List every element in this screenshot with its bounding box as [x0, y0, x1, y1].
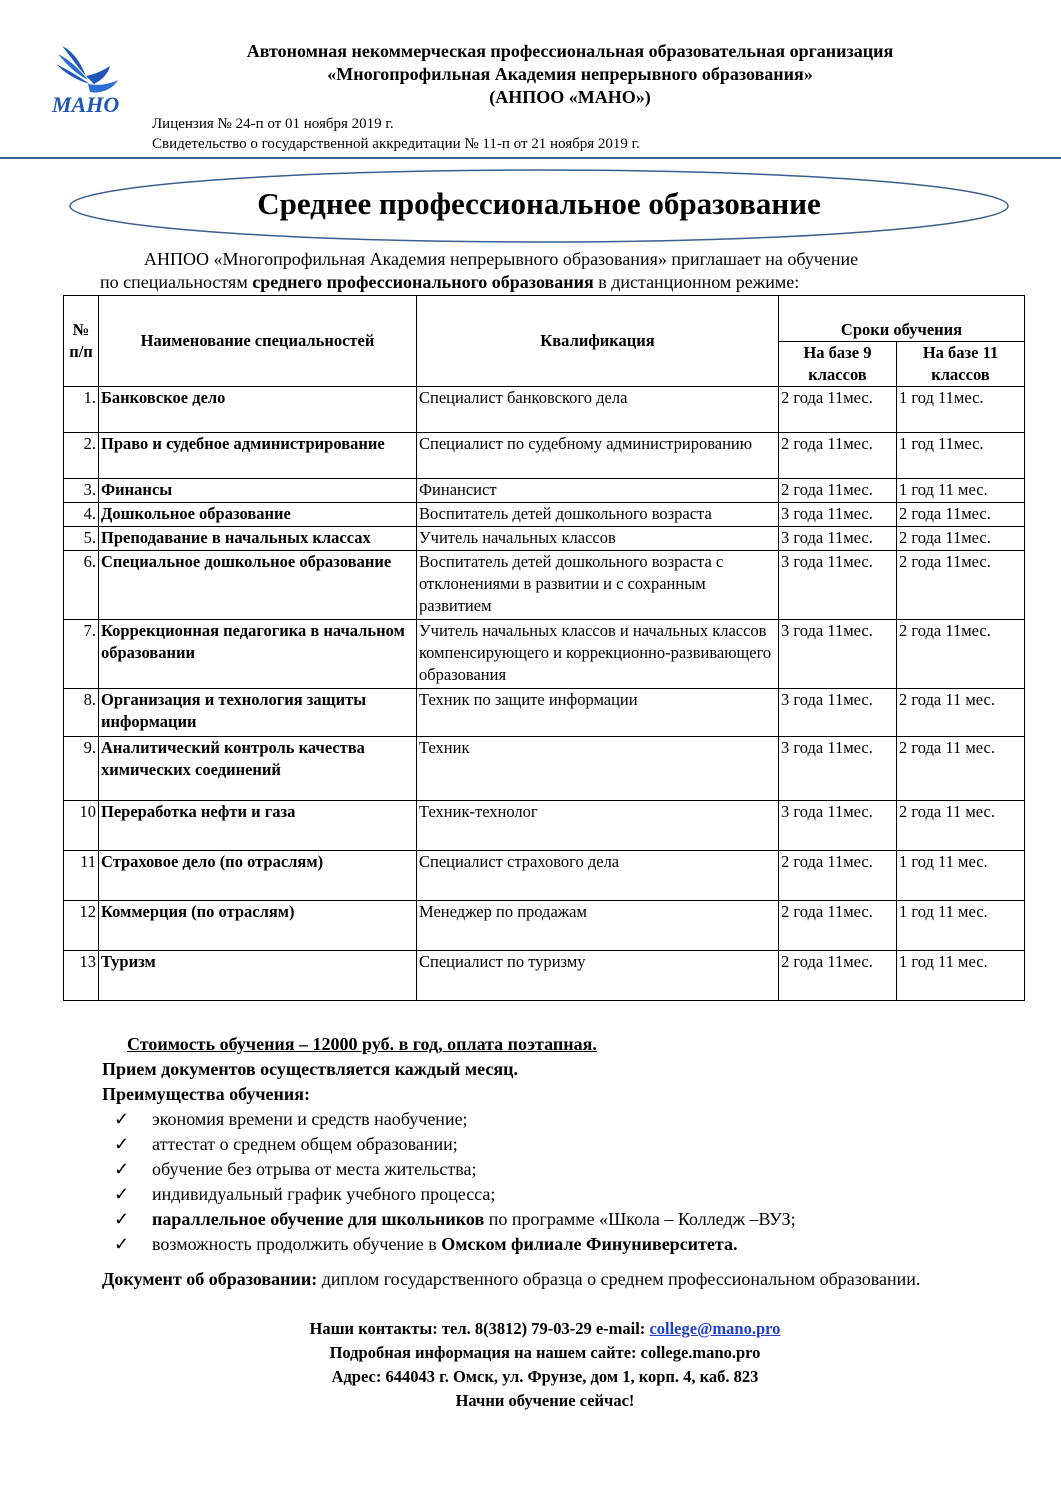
term-base9: 2 года 11мес.	[779, 951, 897, 1001]
org-name-line2: «Многопрофильная Академия непрерывного образования»	[327, 64, 813, 84]
qualification: Специалист по судебному администрированию	[417, 433, 779, 479]
qualification: Воспитатель детей дошкольного возраста с отклонениями в развитии и с сохранным развитием	[417, 551, 779, 620]
col-header-name: Наименование специальностей	[99, 296, 417, 387]
term-base9: 2 года 11мес.	[779, 433, 897, 479]
advantage-item	[110, 1157, 796, 1182]
advantage-item	[110, 1207, 796, 1232]
specialty-name: Страховое дело (по отраслям)	[99, 851, 417, 901]
row-number: 4.	[64, 503, 99, 527]
col-header-terms: Сроки обучения	[779, 296, 1025, 342]
table-row	[64, 689, 1025, 737]
intro-line2-bold: среднего профессионального образования	[252, 272, 594, 292]
advantage-text: индивидуальный график учебного процесса;	[152, 1184, 496, 1204]
specialty-name: Преподавание в начальных классах	[99, 527, 417, 551]
checkmark-icon: ✓	[114, 1134, 130, 1154]
term-base9: 2 года 11мес.	[779, 387, 897, 433]
col-header-base11: На базе 11 классов	[897, 342, 1025, 387]
tuition-cost: Стоимость обучения – 12000 руб. в год, оплата поэтапная.	[127, 1034, 597, 1054]
term-base11: 2 года 11 мес.	[897, 801, 1025, 851]
term-base9: 2 года 11мес.	[779, 479, 897, 503]
specialty-name: Специальное дошкольное образование	[99, 551, 417, 620]
col-header-qualification: Квалификация	[417, 296, 779, 387]
qualification: Финансист	[417, 479, 779, 503]
table-row	[64, 851, 1025, 901]
intro-line2-end: в дистанционном режиме:	[593, 272, 800, 292]
org-name-line3: (АНПОО «МАНО»)	[489, 87, 651, 107]
education-document	[102, 1267, 982, 1292]
col-header-base9: На базе 9 классов	[779, 342, 897, 387]
advantages-list	[110, 1107, 796, 1257]
checkmark-icon: ✓	[114, 1159, 130, 1179]
contacts-block	[150, 1317, 940, 1413]
qualification: Менеджер по продажам	[417, 901, 779, 951]
advantage-bold: параллельное обучение для школьников	[152, 1209, 485, 1229]
advantage-item	[110, 1232, 796, 1257]
table-row	[64, 479, 1025, 503]
term-base9: 2 года 11мес.	[779, 851, 897, 901]
qualification: Учитель начальных классов	[417, 527, 779, 551]
specialty-name: Банковское дело	[99, 387, 417, 433]
intro-line2-start: по специальностям	[100, 272, 253, 292]
license-info	[152, 114, 640, 154]
advantage-text: обучение без отрыва от места жительства;	[152, 1159, 477, 1179]
table-row	[64, 551, 1025, 620]
advantage-text: по программе «Школа – Колледж –ВУЗ;	[484, 1209, 796, 1229]
row-number: 10	[64, 801, 99, 851]
row-number: 11	[64, 851, 99, 901]
term-base11: 1 год 11 мес.	[897, 479, 1025, 503]
intro-line2	[100, 271, 1000, 294]
term-base11: 1 год 11мес.	[897, 433, 1025, 479]
svg-text:МАНО: МАНО	[52, 92, 120, 117]
row-number: 8.	[64, 689, 99, 737]
term-base9: 3 года 11мес.	[779, 620, 897, 689]
row-number: 13	[64, 951, 99, 1001]
term-base11: 2 года 11мес.	[897, 620, 1025, 689]
qualification: Техник по защите информации	[417, 689, 779, 737]
specialty-name: Коррекционная педагогика в начальном образовании	[99, 620, 417, 689]
qualification: Учитель начальных классов и начальных классов компенсирующего и коррекционно-развивающего образования	[417, 620, 779, 689]
accreditation-number: Свидетельство о государственной аккредитации № 11-п от 21 ноября 2019 г.	[152, 136, 640, 152]
table-row	[64, 737, 1025, 801]
term-base9: 3 года 11мес.	[779, 503, 897, 527]
term-base11: 2 года 11мес.	[897, 527, 1025, 551]
table-row	[64, 527, 1025, 551]
row-number: 3.	[64, 479, 99, 503]
term-base9: 2 года 11мес.	[779, 901, 897, 951]
advantage-item	[110, 1107, 796, 1132]
specialties-table	[63, 295, 1025, 1001]
term-base9: 3 года 11мес.	[779, 551, 897, 620]
term-base11: 1 год 11 мес.	[897, 851, 1025, 901]
license-number: Лицензия № 24-п от 01 ноября 2019 г.	[152, 116, 394, 132]
term-base11: 2 года 11 мес.	[897, 737, 1025, 801]
checkmark-icon: ✓	[114, 1234, 130, 1254]
table-row	[64, 387, 1025, 433]
specialties-table-body	[64, 387, 1025, 1001]
checkmark-icon: ✓	[114, 1209, 130, 1229]
org-name-line1: Автономная некоммерческая профессиональная образовательная организация	[246, 41, 894, 61]
advantage-text: экономия времени и средств наобучение;	[152, 1109, 468, 1129]
row-number: 1.	[64, 387, 99, 433]
term-base11: 1 год 11 мес.	[897, 901, 1025, 951]
term-base11: 2 года 11 мес.	[897, 689, 1025, 737]
header-divider	[0, 157, 1061, 159]
document-label: Документ об образовании:	[102, 1269, 318, 1289]
mano-logo	[48, 40, 140, 118]
table-row	[64, 801, 1025, 851]
table-row	[64, 620, 1025, 689]
organization-header	[150, 40, 990, 109]
intro-line1: АНПОО «Многопрофильная Академия непрерывного образования» приглашает на обучение	[144, 249, 859, 269]
advantages-title: Преимущества обучения:	[102, 1084, 311, 1104]
specialty-name: Право и судебное администрирование	[99, 433, 417, 479]
call-to-action: Начни обучение сейчас!	[455, 1391, 635, 1410]
qualification: Специалист банковского дела	[417, 387, 779, 433]
specialty-name: Коммерция (по отраслям)	[99, 901, 417, 951]
specialty-name: Финансы	[99, 479, 417, 503]
term-base11: 1 год 11 мес.	[897, 951, 1025, 1001]
qualification: Специалист страхового дела	[417, 851, 779, 901]
admission-note: Прием документов осуществляется каждый месяц.	[102, 1059, 518, 1079]
row-number: 7.	[64, 620, 99, 689]
qualification: Воспитатель детей дошкольного возраста	[417, 503, 779, 527]
row-number: 9.	[64, 737, 99, 801]
row-number: 5.	[64, 527, 99, 551]
page-title: Среднее профессиональное образование	[257, 186, 821, 221]
row-number: 6.	[64, 551, 99, 620]
specialty-name: Переработка нефти и газа	[99, 801, 417, 851]
col-header-num: № п/п	[64, 296, 99, 387]
qualification: Техник	[417, 737, 779, 801]
qualification: Специалист по туризму	[417, 951, 779, 1001]
contacts-line1	[150, 1317, 940, 1341]
term-base11: 2 года 11мес.	[897, 503, 1025, 527]
specialty-name: Туризм	[99, 951, 417, 1001]
table-row	[64, 503, 1025, 527]
email-link[interactable]: college@mano.pro	[649, 1319, 781, 1338]
term-base9: 3 года 11мес.	[779, 801, 897, 851]
qualification: Техник-технолог	[417, 801, 779, 851]
contacts-website: Подробная информация на нашем сайте: college.mano.pro	[329, 1343, 761, 1362]
term-base9: 3 года 11мес.	[779, 737, 897, 801]
checkmark-icon: ✓	[114, 1184, 130, 1204]
table-row	[64, 433, 1025, 479]
contacts-phone: Наши контакты: тел. 8(3812) 79-03-29 e-mail:	[309, 1319, 650, 1338]
row-number: 2.	[64, 433, 99, 479]
advantage-bold-tail: Омском филиале Финуниверситета.	[441, 1234, 738, 1254]
advantage-text: возможность продолжить обучение в	[152, 1234, 442, 1254]
contacts-address: Адрес: 644043 г. Омск, ул. Фрунзе, дом 1, корп. 4, каб. 823	[331, 1367, 759, 1386]
term-base11: 2 года 11мес.	[897, 551, 1025, 620]
term-base11: 1 год 11мес.	[897, 387, 1025, 433]
specialty-name: Дошкольное образование	[99, 503, 417, 527]
advantage-item	[110, 1132, 796, 1157]
table-row	[64, 951, 1025, 1001]
term-base9: 3 года 11мес.	[779, 689, 897, 737]
row-number: 12	[64, 901, 99, 951]
intro-paragraph	[100, 248, 1000, 294]
table-row	[64, 901, 1025, 951]
specialty-name: Аналитический контроль качества химических соединений	[99, 737, 417, 801]
term-base9: 3 года 11мес.	[779, 527, 897, 551]
advantage-text: аттестат о среднем общем образовании;	[152, 1134, 458, 1154]
advantage-item	[110, 1182, 796, 1207]
document-text: диплом государственного образца о среднем профессиональном образовании.	[317, 1269, 921, 1289]
checkmark-icon: ✓	[114, 1109, 130, 1129]
specialty-name: Организация и технология защиты информации	[99, 689, 417, 737]
